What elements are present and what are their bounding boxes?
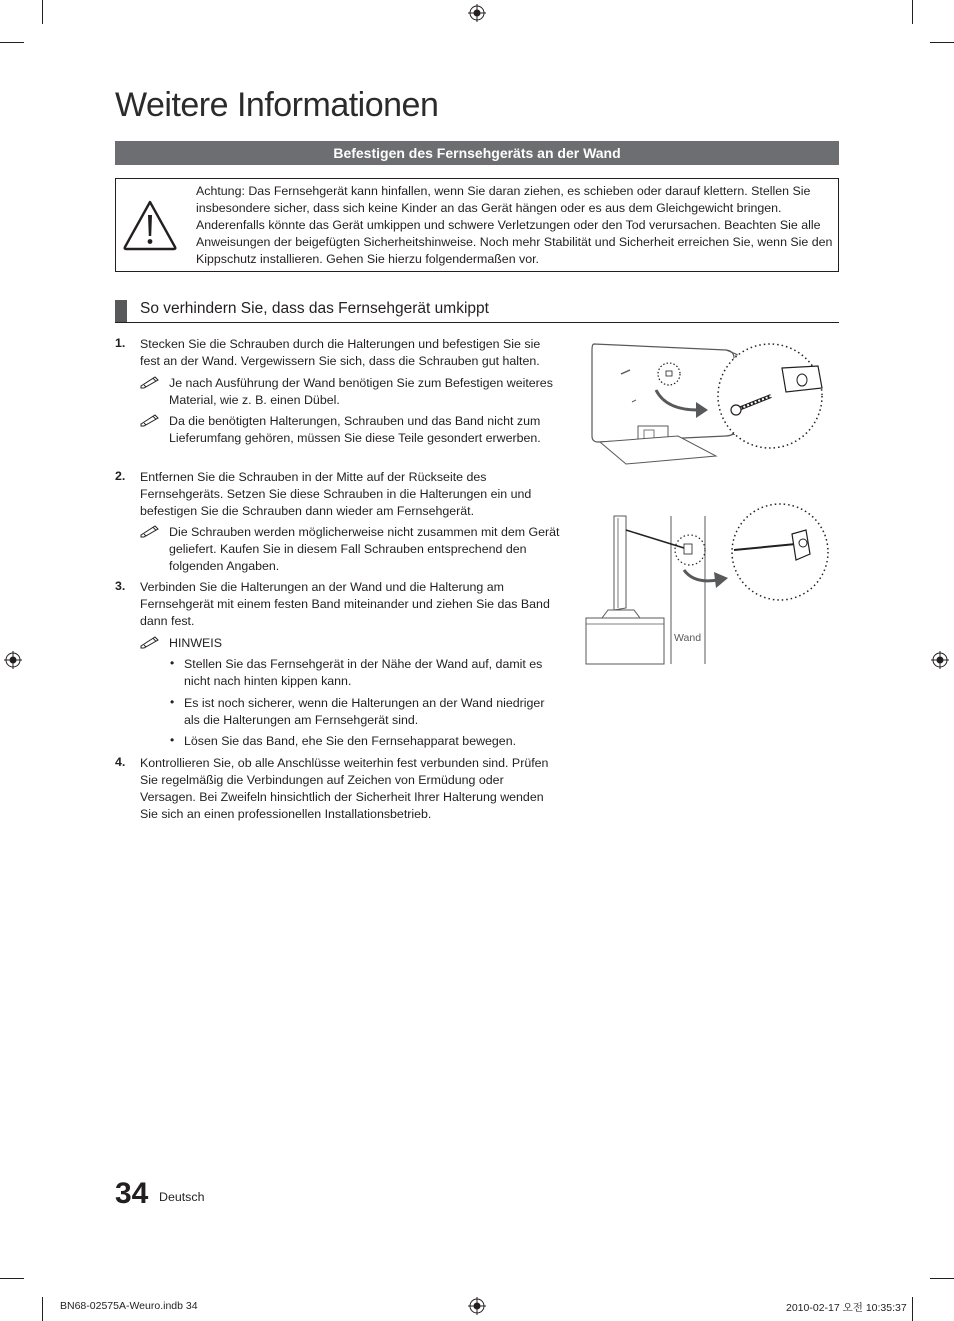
hinweis-label: HINWEIS bbox=[169, 636, 223, 650]
subsection-title: So verhindern Sie, dass das Fernsehgerät umkippt bbox=[140, 300, 489, 317]
step-text: Verbinden Sie die Halterungen an der Wand und die Halterung am Fernsehgerät mit einem festen Band miteinander und ziehen Sie das Band dann fest. bbox=[140, 580, 550, 628]
subsection-rule bbox=[115, 322, 839, 323]
warning-label: Achtung bbox=[196, 184, 242, 198]
registration-mark-icon bbox=[468, 1297, 486, 1315]
footer-language: Deutsch bbox=[159, 1190, 205, 1204]
note-text: Die Schrauben werden möglicherweise nicht zusammen mit dem Gerät geliefert. Kaufen Sie in diesem Fall Schrauben entsprechend den folgenden Angaben. bbox=[169, 525, 560, 573]
bullet-dot: • bbox=[170, 656, 175, 670]
warning-text bbox=[196, 183, 834, 268]
page-title: Weitere Informationen bbox=[115, 86, 439, 124]
note-text: Da die benötigten Halterungen, Schrauben und das Band nicht zum Lieferumfang gehören, müssen Sie diese Teile gesondert erwerben. bbox=[169, 414, 541, 445]
pencil-note-icon bbox=[140, 524, 160, 538]
step-text: Stecken Sie die Schrauben durch die Halterungen und befestigen Sie sie fest an der Wand. Vergewissern Sie sich, dass die Schrauben gut halten. bbox=[140, 337, 541, 368]
crop-mark bbox=[0, 42, 24, 43]
note-text: Je nach Ausführung der Wand benötigen Sie zum Befestigen weiteres Material, wie z. B. einen Dübel. bbox=[169, 376, 553, 407]
pencil-note-icon bbox=[140, 375, 160, 389]
bullet-text: Stellen Sie das Fernsehgerät in der Nähe der Wand auf, damit es nicht nach hinten kippen kann. bbox=[184, 657, 543, 688]
crop-mark bbox=[42, 0, 43, 24]
slug-file: BN68-02575A-Weuro.indb 34 bbox=[60, 1300, 198, 1312]
crop-mark bbox=[0, 1278, 24, 1279]
tv-back-bracket-illustration bbox=[586, 338, 836, 470]
step-number: 1. bbox=[115, 336, 126, 350]
step-number: 3. bbox=[115, 579, 126, 593]
crop-mark bbox=[930, 42, 954, 43]
bullet-dot: • bbox=[170, 733, 175, 747]
wall-label: Wand bbox=[674, 632, 702, 644]
crop-mark bbox=[42, 1297, 43, 1321]
section-heading: Befestigen des Fernsehgeräts an der Wand bbox=[115, 141, 839, 165]
step-text: Entfernen Sie die Schrauben in der Mitte auf der Rückseite des Fernsehgeräts. Setzen Sie diese Schrauben in die Halterungen ein und befestigen Sie die Schrauben dann wieder am Fernsehgerät. bbox=[140, 470, 532, 518]
registration-mark-icon bbox=[468, 4, 486, 22]
warning-body: : Das Fernsehgerät kann hinfallen, wenn Sie daran ziehen, es schieben oder darauf klettern. Stellen Sie insbesondere sicher, dass sich keine Kinder an das Gerät hängen oder es aus dem Gleichgewicht bringen. Anderenfalls könnte das Gerät umkippen und schwere Verletzungen oder den Tod verursachen. Beachten Sie alle Anweisungen der beigefügten Sicherheitshinweise. Noch mehr Stabilität und Sicherheit erreichen Sie, wenn Sie den Kippschutz installieren. Gehen Sie hierzu folgendermaßen vor. bbox=[196, 184, 833, 266]
page-number: 34 bbox=[115, 1177, 149, 1210]
pencil-note-icon bbox=[140, 413, 160, 427]
registration-mark-icon bbox=[4, 651, 22, 669]
bullet-text: Lösen Sie das Band, ehe Sie den Fernsehapparat bewegen. bbox=[184, 734, 517, 748]
subsection-marker bbox=[115, 300, 127, 322]
crop-mark bbox=[912, 0, 913, 24]
registration-mark-icon bbox=[931, 651, 949, 669]
crop-mark bbox=[930, 1278, 954, 1279]
tv-wall-band-illustration bbox=[584, 500, 834, 665]
warning-triangle-icon bbox=[122, 199, 178, 251]
pencil-note-icon bbox=[140, 635, 160, 649]
bullet-dot: • bbox=[170, 695, 175, 709]
crop-mark bbox=[912, 1297, 913, 1321]
step-text: Kontrollieren Sie, ob alle Anschlüsse weiterhin fest verbunden sind. Prüfen Sie regelmäßig die Verbindungen auf Zeichen von Ermüdung oder Versagen. Bei Zweifeln hinsichtlich der Sicherheit Ihrer Halterung wenden Sie sich an einen professionellen Installationsbetrieb. bbox=[140, 756, 549, 821]
step-number: 2. bbox=[115, 469, 126, 483]
bullet-text: Es ist noch sicherer, wenn die Halterungen an der Wand niedriger als die Halterungen am Fernsehgerät sind. bbox=[184, 696, 545, 727]
slug-timestamp: 2010-02-17 오전 10:35:37 bbox=[786, 1302, 907, 1314]
step-number: 4. bbox=[115, 755, 126, 769]
